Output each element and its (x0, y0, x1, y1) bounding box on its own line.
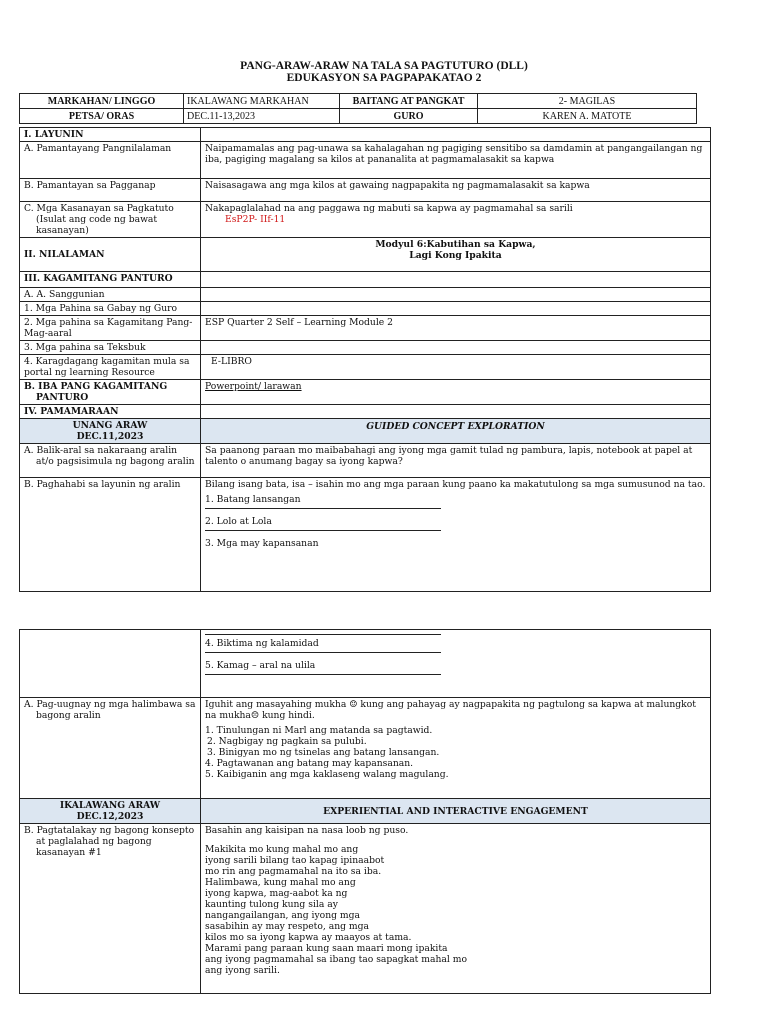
poem-line: kaunting tulong kung sila ay (205, 899, 338, 910)
poem-line: Makikita mo kung mahal mo ang (205, 844, 359, 855)
layunin-heading: I. LAYUNIN (20, 128, 201, 142)
karagdagang-kagamitan-value: E-LIBRO (201, 355, 711, 380)
pamamaraan-heading: IV. PAMAMARAAN (20, 405, 201, 419)
petsa-label: PETSA/ ORAS (20, 109, 184, 124)
day1-label: UNANG ARAW (72, 420, 148, 431)
poem-line: ang iyong pagmamahal sa ibang tao sapagkat mahal mo (205, 954, 467, 965)
poem-line: sasabihin ay may respeto, ang mga (205, 921, 369, 932)
day2-date: DEC.12,2023 (76, 811, 144, 822)
pag-uugnay-item: 4. Pagtawanan ang batang may kapansanan. (205, 758, 414, 769)
iba-pang-kagamitan-label: B. IBA PANG KAGAMITANG PANTURO (20, 380, 201, 405)
balik-aral-text: Sa paanong paraan mo maibabahagi ang iyong mga gamit tulad ng pambura, lapis, notebook at papel at talento o anumang bagay sa iyong kapwa? (201, 444, 711, 478)
kasanayan-code: EsP2P- IIf-11 (225, 214, 286, 225)
pag-uugnay-item: 2. Nagbigay ng pagkain sa pulubi. (207, 736, 367, 747)
poem-line: iyong sarili bilang tao kapag ipinaabot (205, 855, 385, 866)
pag-uugnay-item: 3. Binigyan mo ng tsinelas ang batang lansangan. (207, 747, 440, 758)
paghahabi-item: 3. Mga may kapansanan (205, 538, 319, 549)
answer-line (205, 672, 441, 675)
pagtatalakay-intro: Basahin ang kaisipan na nasa loob ng puso. (205, 825, 409, 836)
pag-uugnay-item: 1. Tinulungan ni Marl ang matanda sa pagtawid. (205, 725, 433, 736)
answer-line (205, 506, 441, 509)
poem-line: iyong kapwa, mag-aabot ka ng (205, 888, 348, 899)
lesson-plan-table-continued (19, 629, 711, 994)
nilalaman-heading: II. NILALAMAN (20, 238, 201, 272)
pag-uugnay-item: 5. Kaibiganin ang mga kaklaseng walang magulang. (205, 769, 449, 780)
pamantayang-pangnilalaman-label: A. Pamantayang Pangnilalaman (20, 142, 201, 179)
lesson-plan-table (19, 127, 711, 592)
day1-date: DEC.11,2023 (76, 431, 144, 442)
kagamitang-mag-aaral-value: ESP Quarter 2 Self – Learning Module 2 (201, 316, 711, 341)
balik-aral-label: A. Balik-aral sa nakaraang aralin at/o pagsisimula ng bagong aralin (20, 444, 201, 478)
answer-line (205, 528, 441, 531)
iba-pang-kagamitan-value: Powerpoint/ larawan (205, 381, 302, 392)
guro-value: KAREN A. MATOTE (478, 109, 697, 124)
guro-label: GURO (340, 109, 478, 124)
day1-activity: GUIDED CONCEPT EXPLORATION (201, 419, 711, 444)
sanggunian-label: A. A. Sanggunian (20, 288, 201, 302)
poem-line: nangangailangan, ang iyong mga (205, 910, 360, 921)
kasanayan-text: Nakapaglalahad na ang paggawa ng mabuti sa kapwa ay pagmamahal sa sarili (205, 203, 573, 214)
karagdagang-kagamitan-label: 4. Karagdagang kagamitan mula sa portal ng learning Resource (20, 355, 201, 380)
pagtatalakay-label: B. Pagtatalakay ng bagong konsepto at paglalahad ng bagong kasanayan #1 (20, 824, 201, 994)
document-subtitle: EDUKASYON SA PAGPAPAKATAO 2 (286, 72, 482, 84)
kasanayan-label: C. Mga Kasanayan sa Pagkatuto (Isulat ang code ng bawat kasanayan) (20, 202, 201, 238)
pamantayan-pagganap-text: Naisasagawa ang mga kilos at gawaing nagpapakita ng pagmamalasakit sa kapwa (201, 179, 711, 202)
answer-line (205, 650, 441, 653)
gabay-guro-label: 1. Mga Pahina sa Gabay ng Guro (20, 302, 201, 316)
paghahabi-item: 5. Kamag – aral na ulila (205, 660, 316, 671)
poem-line: kilos mo sa iyong kapwa ay maayos at tama. (205, 932, 412, 943)
baitang-value: 2- MAGILAS (478, 94, 697, 109)
poem-line: Marami pang paraan kung saan maari mong ipakita (205, 943, 448, 954)
pamantayang-pangnilalaman-text: Naipamamalas ang pag-unawa sa kahalagahan ng pagiging sensitibo sa damdamin at pangangailangan ng iba, pagiging magalang sa kilos at pananalita at pagmamalasakit sa kapwa (201, 142, 711, 179)
day2-activity: EXPERIENTIAL AND INTERACTIVE ENGAGEMENT (201, 799, 711, 824)
modyul-subtitle: Lagi Kong Ipakita (409, 250, 502, 261)
pamantayan-pagganap-label: B. Pamantayan sa Pagganap (20, 179, 201, 202)
petsa-value: DEC.11-13,2023 (184, 109, 340, 124)
paghahabi-item: 4. Biktima ng kalamidad (205, 638, 319, 649)
modyul-title: Modyul 6:Kabutihan sa Kapwa, (375, 239, 536, 250)
kagamitan-heading: III. KAGAMITANG PANTURO (20, 272, 201, 288)
markahan-label: MARKAHAN/ LINGGO (20, 94, 184, 109)
paghahabi-intro: Bilang isang bata, isa – isahin mo ang mga paraan kung paano ka makatutulong sa mga sumusunod na tao. (205, 479, 706, 490)
pag-uugnay-label: A. Pag-uugnay ng mga halimbawa sa bagong aralin (20, 698, 201, 799)
answer-line (205, 632, 441, 635)
poem-line: mo rin ang pagmamahal na ito sa iba. (205, 866, 382, 877)
day2-label: IKALAWANG ARAW (59, 800, 161, 811)
document-title: PANG-ARAW-ARAW NA TALA SA PAGTUTURO (DLL) (240, 60, 528, 72)
markahan-value: IKALAWANG MARKAHAN (184, 94, 340, 109)
paghahabi-label: B. Paghahabi sa layunin ng aralin (20, 478, 201, 592)
kagamitang-mag-aaral-label: 2. Mga pahina sa Kagamitang Pang-Mag-aaral (20, 316, 201, 341)
poem-line: ang iyong sarili. (205, 965, 280, 976)
poem-line: Halimbawa, kung mahal mo ang (205, 877, 356, 888)
baitang-label: BAITANG AT PANGKAT (340, 94, 478, 109)
info-table (19, 93, 697, 124)
pag-uugnay-intro: Iguhit ang masayahing mukha ☺ kung ang pahayag ay nagpapakita ng pagtulong sa kapwa at malungkot na mukha☹ kung hindi. (205, 699, 696, 721)
paghahabi-item: 1. Batang lansangan (205, 494, 301, 505)
teksbuk-label: 3. Mga pahina sa Teksbuk (20, 341, 201, 355)
paghahabi-item: 2. Lolo at Lola (205, 516, 272, 527)
